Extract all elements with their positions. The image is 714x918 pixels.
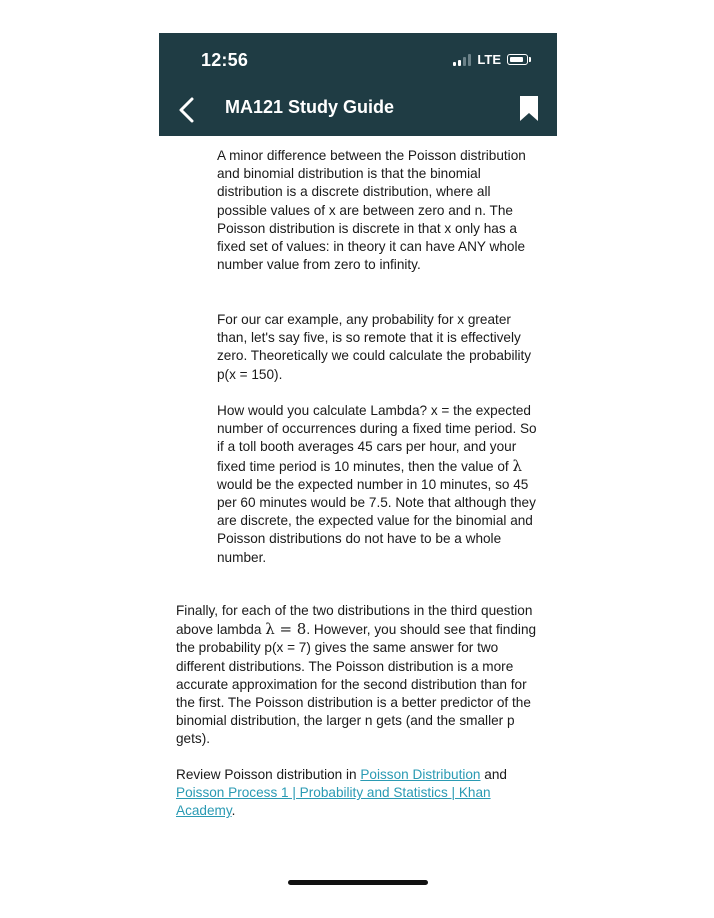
network-label: LTE (477, 52, 501, 67)
page-title: MA121 Study Guide (225, 97, 395, 117)
chevron-left-icon[interactable] (175, 96, 199, 124)
app-header (159, 33, 557, 136)
link-poisson-distribution[interactable]: Poisson Distribution (360, 767, 481, 782)
paragraph-text: How would you calculate Lambda? x = the expected number of occurrences during a fixed time period. So if a toll booth averages 45 cars per hour, and your fixed time period is 10 minutes, then the value of (217, 403, 537, 474)
battery-tip (529, 57, 531, 62)
link-khan-academy-poisson-process[interactable]: Poisson Process 1 | Probability and Statistics | Khan Academy (176, 785, 491, 819)
paragraph-car-example: For our car example, any probability for x greater than, let's say five, is so remote that it is effectively zero. Theoretically we could calculate the probability p(x = 150). (217, 312, 532, 382)
status-indicators (453, 52, 531, 67)
paragraph-poisson-vs-binomial: A minor difference between the Poisson distribution and binomial distribution is that the binomial distribution is a discrete distribution, where all possible values of x are between zero and n. The Poisson distribution is discrete in that x only has a fixed set of values: in theory it can have ANY whole number value from zero to infinity. (217, 148, 526, 273)
lambda-symbol: λ (512, 456, 522, 475)
battery-icon (507, 54, 528, 65)
paragraph-calculate-lambda (217, 402, 541, 567)
paragraph-text: and (480, 767, 507, 782)
paragraph-finally (176, 602, 542, 749)
lambda-equation: λ = 8 (265, 620, 307, 639)
paragraph-text: would be the expected number in 10 minutes, so 45 per 60 minutes would be 7.5. Note that although they are discrete, the expected value for the binomial and Poisson distributions do not have to be a whole number. (217, 476, 536, 565)
bookmark-icon[interactable] (519, 96, 539, 121)
paragraph-review-links (176, 766, 542, 821)
home-indicator[interactable] (288, 880, 428, 885)
signal-icon (453, 54, 471, 66)
paragraph-text: Finally, for each of the two distributions in the third question above lambda (176, 603, 533, 638)
status-time: 12:56 (201, 50, 249, 70)
paragraph-text: . However, you should see that finding the probability p(x = 7) gives the same answer for two different distributions. The Poisson distribution is a more accurate approximation for the second distribution than for the first. The Poisson distribution is a better predictor of the binomial distribution, the larger n gets (and the smaller p gets). (176, 622, 537, 747)
paragraph-text: Review Poisson distribution in (176, 767, 361, 782)
paragraph-text: . (231, 803, 236, 819)
